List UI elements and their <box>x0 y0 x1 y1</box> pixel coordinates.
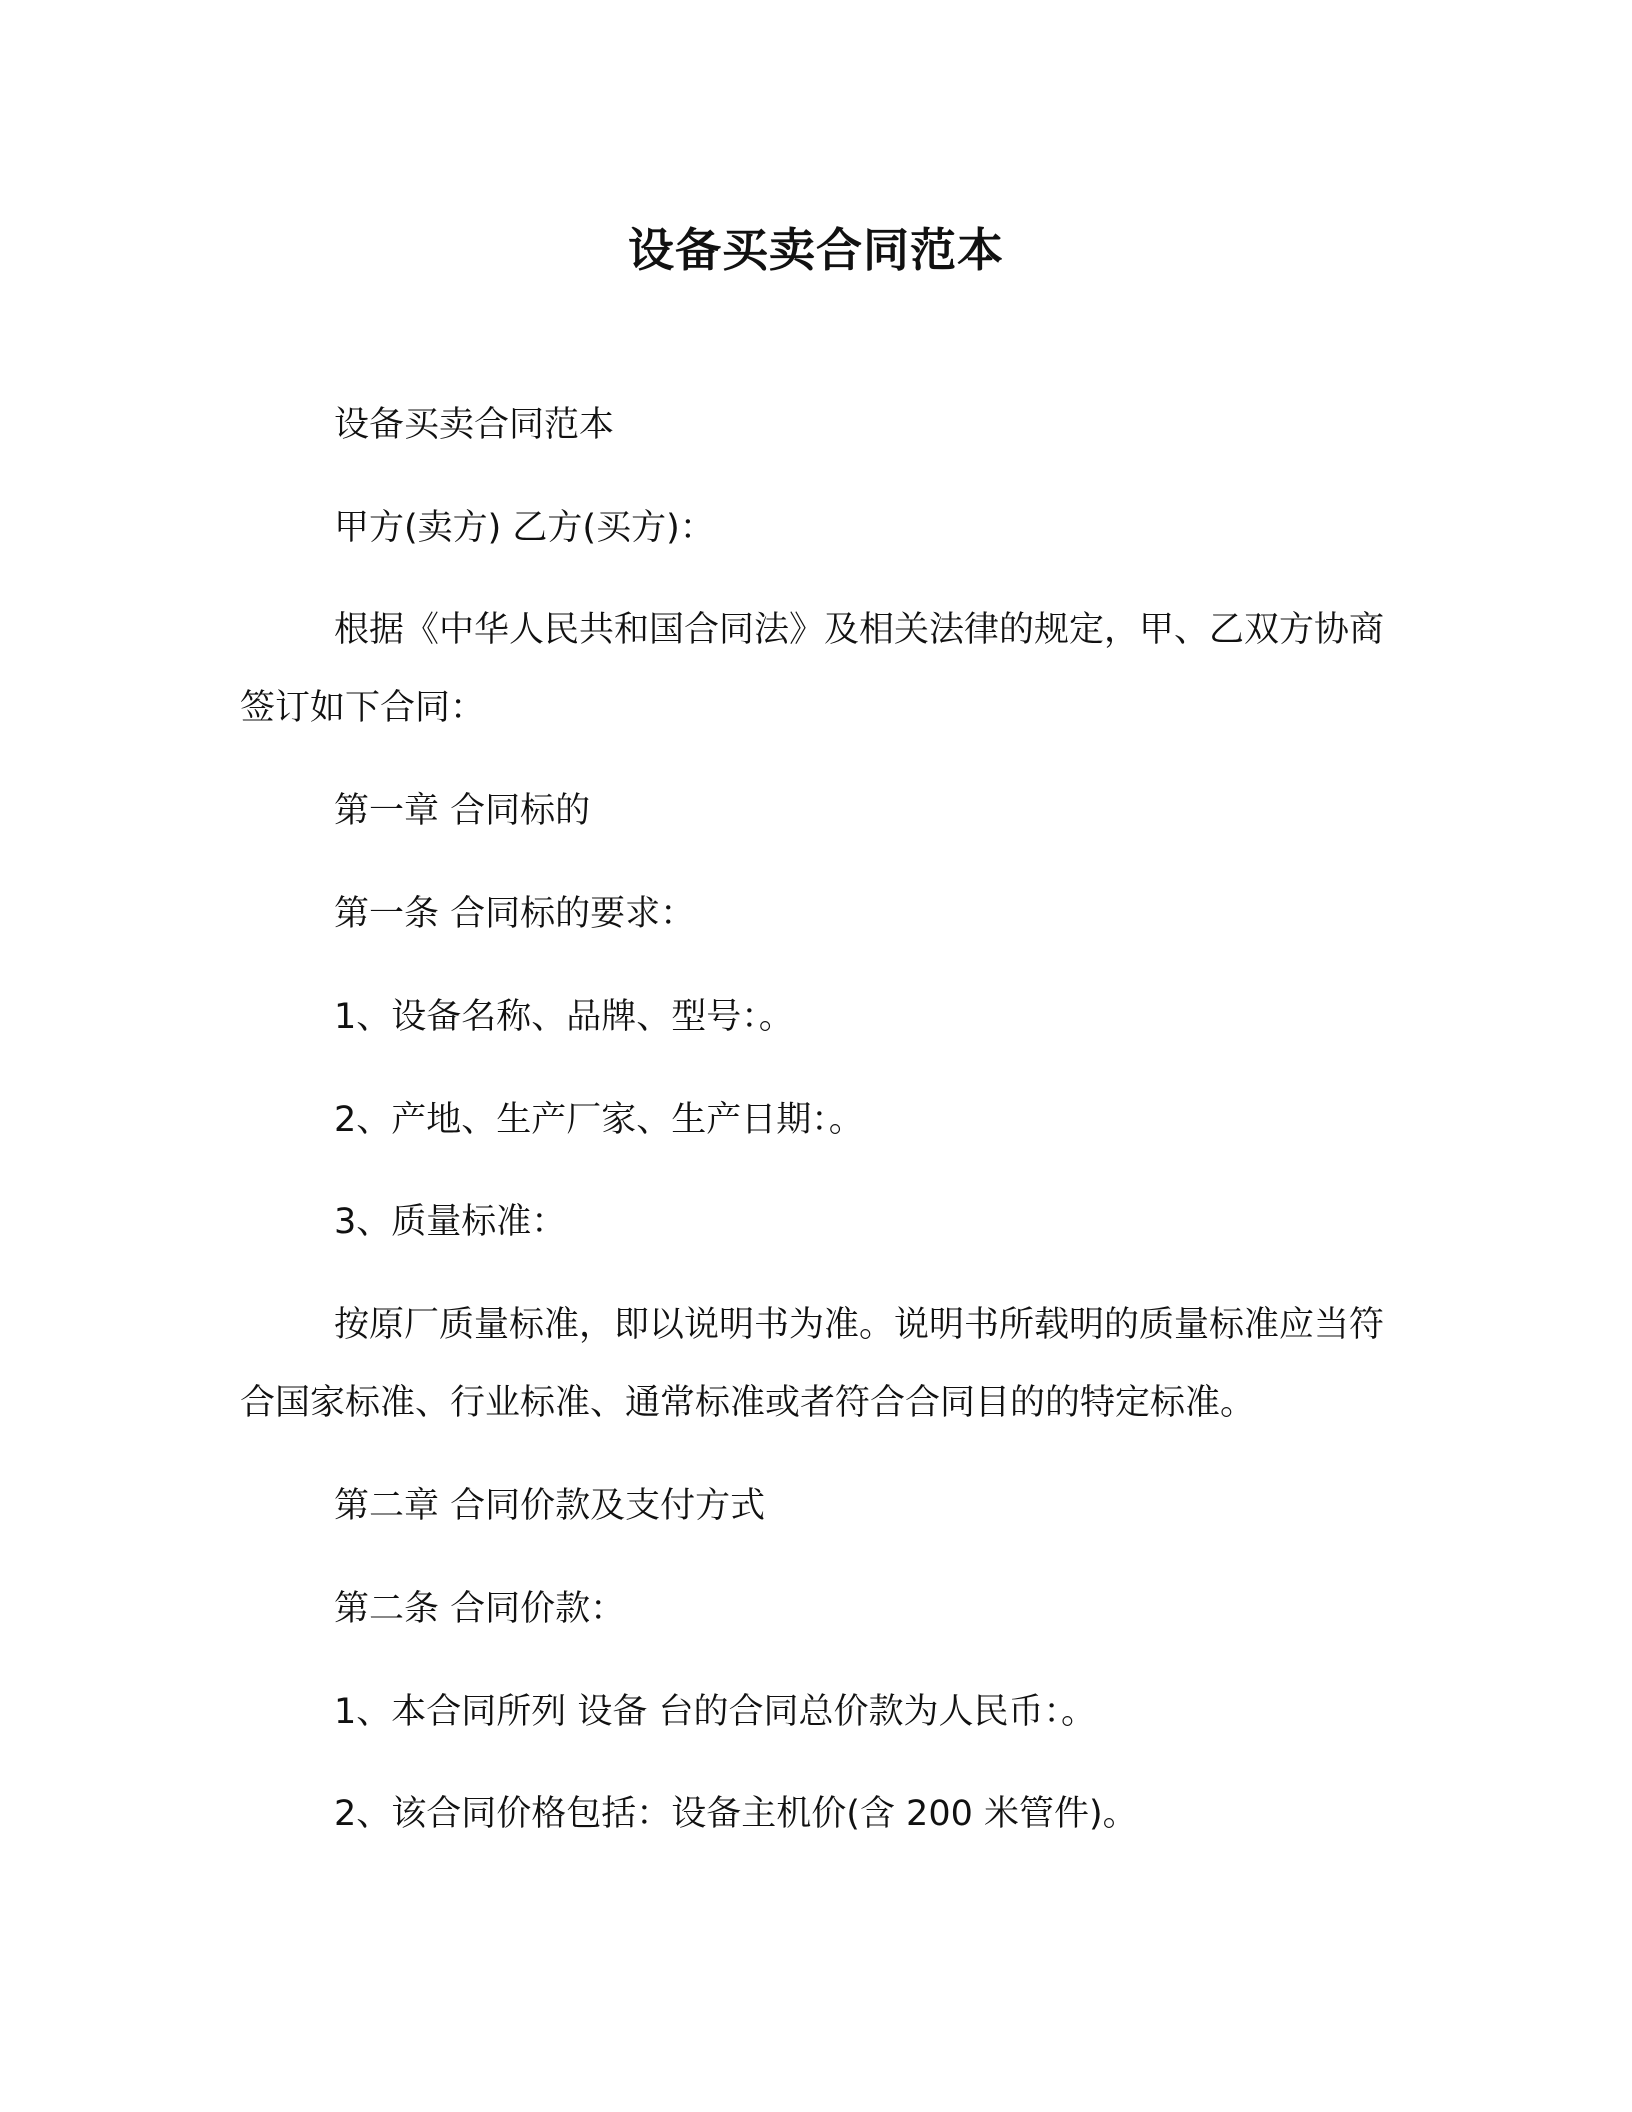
list-item-3: 3、质量标准： <box>334 1202 567 1242</box>
article-2-heading: 第二条 合同价款： <box>334 1589 626 1629</box>
paragraph-quality-standard: 按原厂质量标准，即以说明书为准。说明书所载明的质量标准应当符合国家标准、行业标准、通常标准或者符合合同目的的特定标准。 <box>240 1305 1385 1423</box>
chapter-1-heading: 第一章 合同标的 <box>334 791 591 831</box>
price-item-2: 2、该合同价格包括：设备主机价(含 200 米管件)。 <box>334 1794 1138 1834</box>
paragraph-parties: 甲方(卖方) 乙方(买方)： <box>334 508 715 548</box>
list-item-2: 2、产地、生产厂家、生产日期：。 <box>334 1100 864 1140</box>
list-item-1: 1、设备名称、品牌、型号：。 <box>334 997 794 1037</box>
paragraph-preamble: 根据《中华人民共和国合同法》及相关法律的规定，甲、乙双方协商签订如下合同： <box>240 610 1385 728</box>
chapter-2-heading: 第二章 合同价款及支付方式 <box>334 1486 766 1526</box>
paragraph-heading: 设备买卖合同范本 <box>334 405 615 445</box>
article-1-heading: 第一条 合同标的要求： <box>334 894 696 934</box>
document-title: 设备买卖合同范本 <box>628 223 1004 277</box>
price-item-1: 1、本合同所列 设备 台的合同总价款为人民币：。 <box>334 1692 1097 1732</box>
